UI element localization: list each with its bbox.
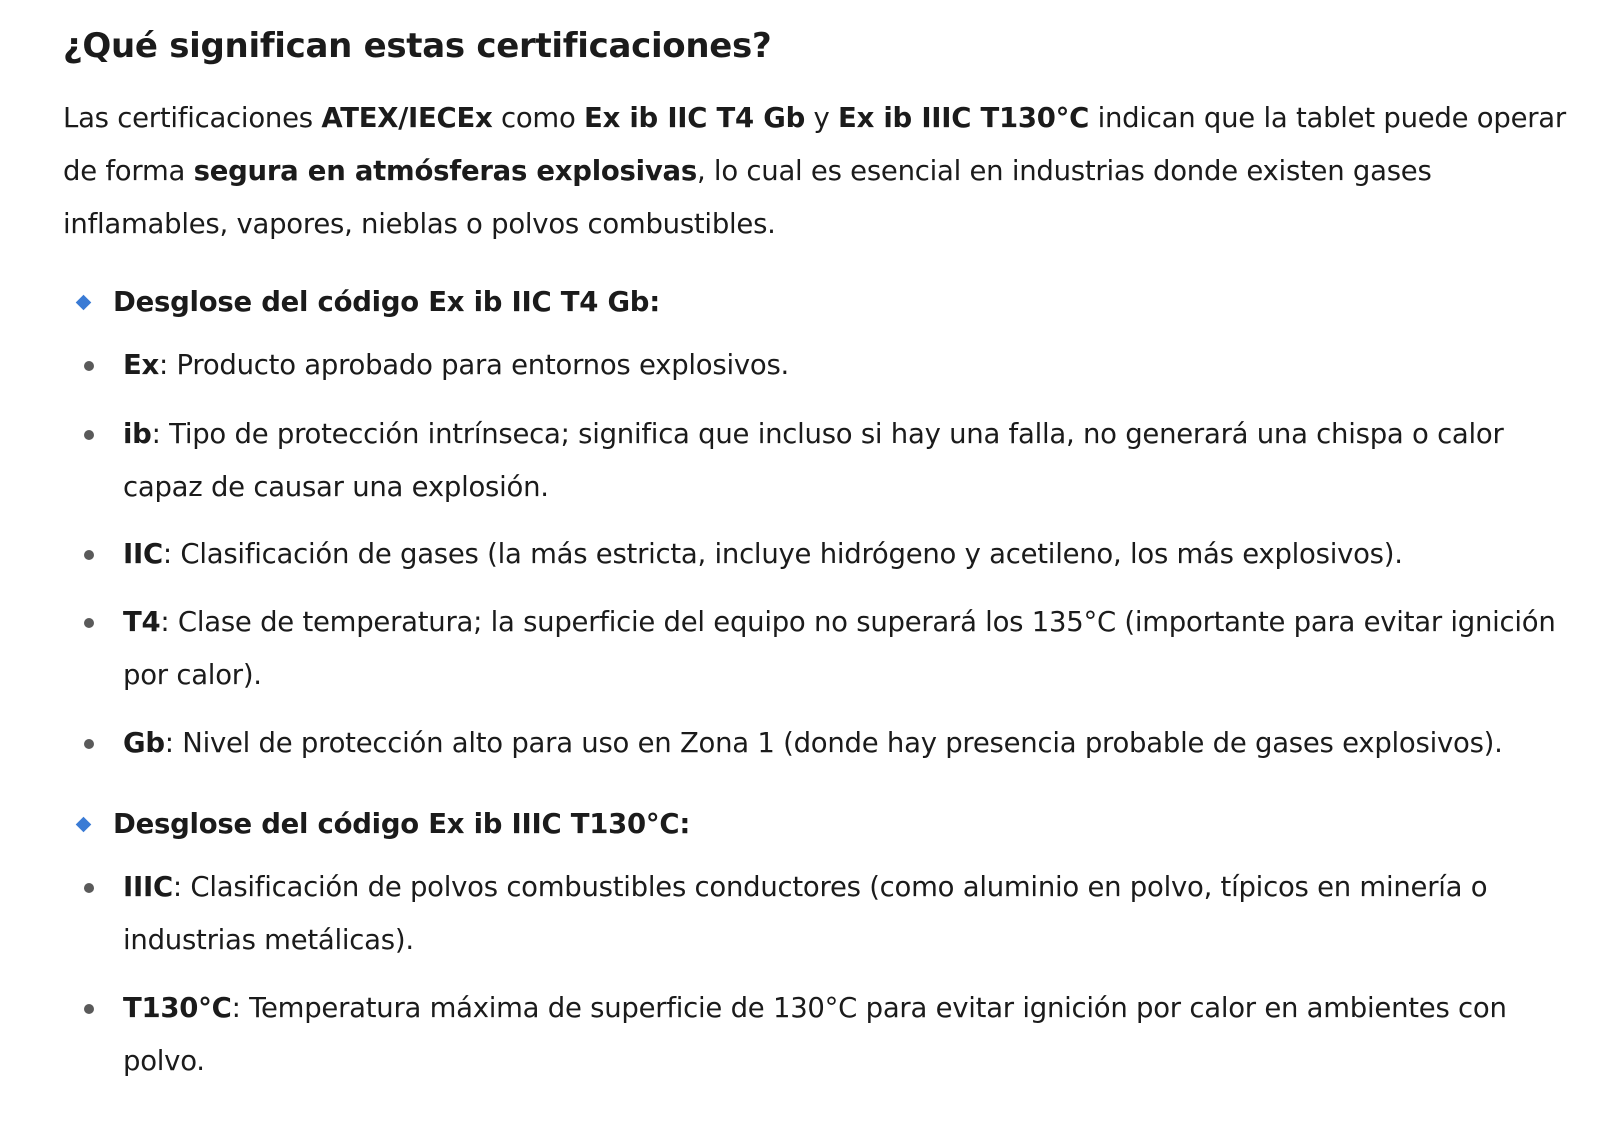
list-item	[84, 982, 1584, 1088]
list-item-term: T4	[123, 606, 161, 638]
bullet-dot-icon	[84, 550, 94, 560]
intro-bold-atex: ATEX/IECEx	[321, 102, 493, 134]
list-item	[84, 717, 1584, 770]
list-item-text	[123, 528, 1584, 581]
list-item-term: ib	[123, 418, 152, 450]
list-item-desc: : Tipo de protección intrínseca; significa que incluso si hay una falla, no generará una chispa o calor capaz de causar una explosión.	[123, 418, 1504, 503]
bullet-dot-icon	[84, 883, 94, 893]
list-item-term: IIC	[123, 538, 163, 570]
diamond-icon	[76, 294, 92, 310]
intro-text: como	[492, 102, 585, 134]
list-item-text	[123, 861, 1584, 967]
bullet-dot-icon	[84, 361, 94, 371]
section-title: Desglose del código Ex ib IIC T4 Gb:	[113, 286, 660, 318]
bullet-dot-icon	[84, 739, 94, 749]
diamond-icon	[76, 816, 92, 832]
intro-bold-code-gas: Ex ib IIC T4 Gb	[584, 102, 806, 134]
list-item-text	[123, 717, 1584, 770]
section-heading-dust	[73, 804, 690, 844]
list-item	[84, 408, 1584, 514]
list-item-term: Ex	[123, 349, 160, 381]
intro-bold-code-dust: Ex ib IIIC T130°C	[838, 102, 1090, 134]
intro-text: y	[805, 102, 839, 134]
section-heading-gas	[73, 282, 660, 322]
list-item-desc: : Clase de temperatura; la superficie del equipo no superará los 135°C (importante para evitar ignición por calor).	[123, 606, 1556, 691]
intro-paragraph	[63, 92, 1573, 251]
list-item-text	[123, 982, 1584, 1088]
bullet-dot-icon	[84, 618, 94, 628]
section-title: Desglose del código Ex ib IIIC T130°C:	[113, 808, 691, 840]
bullet-dot-icon	[84, 1004, 94, 1014]
list-item-term: Gb	[123, 727, 165, 759]
list-item-desc: : Clasificación de gases (la más estricta, incluye hidrógeno y acetileno, los más explosivos).	[162, 538, 1403, 570]
intro-text: , lo cual es esencial en industrias donde existen gases inflamables, vapores, nieblas o polvos combustibles.	[63, 155, 1432, 240]
list-item-desc: : Nivel de protección alto para uso en Zona 1 (donde hay presencia probable de gases explosivos).	[164, 727, 1503, 759]
list-item-text	[123, 339, 1584, 392]
list-item-term: T130°C	[123, 992, 232, 1024]
list-item	[84, 861, 1584, 967]
list-item-text	[123, 408, 1584, 514]
list-item	[84, 528, 1584, 581]
list-item-desc: : Producto aprobado para entornos explosivos.	[159, 349, 790, 381]
intro-text: indican que la tablet puede operar de forma	[63, 102, 1566, 187]
intro-bold-safe: segura en atmósferas explosivas	[193, 155, 697, 187]
list-item-text	[123, 596, 1584, 702]
list-item	[84, 339, 1584, 392]
list-item-desc: : Temperatura máxima de superficie de 130°C para evitar ignición por calor en ambientes con polvo.	[123, 992, 1507, 1077]
list-item-term: IIIC	[123, 871, 173, 903]
list-item-desc: : Clasificación de polvos combustibles conductores (como aluminio en polvo, típicos en minería o industrias metálicas).	[123, 871, 1488, 956]
intro-text: Las certificaciones	[63, 102, 322, 134]
page-title: ¿Qué significan estas certificaciones?	[63, 26, 772, 66]
bullet-dot-icon	[84, 430, 94, 440]
list-item	[84, 596, 1584, 702]
